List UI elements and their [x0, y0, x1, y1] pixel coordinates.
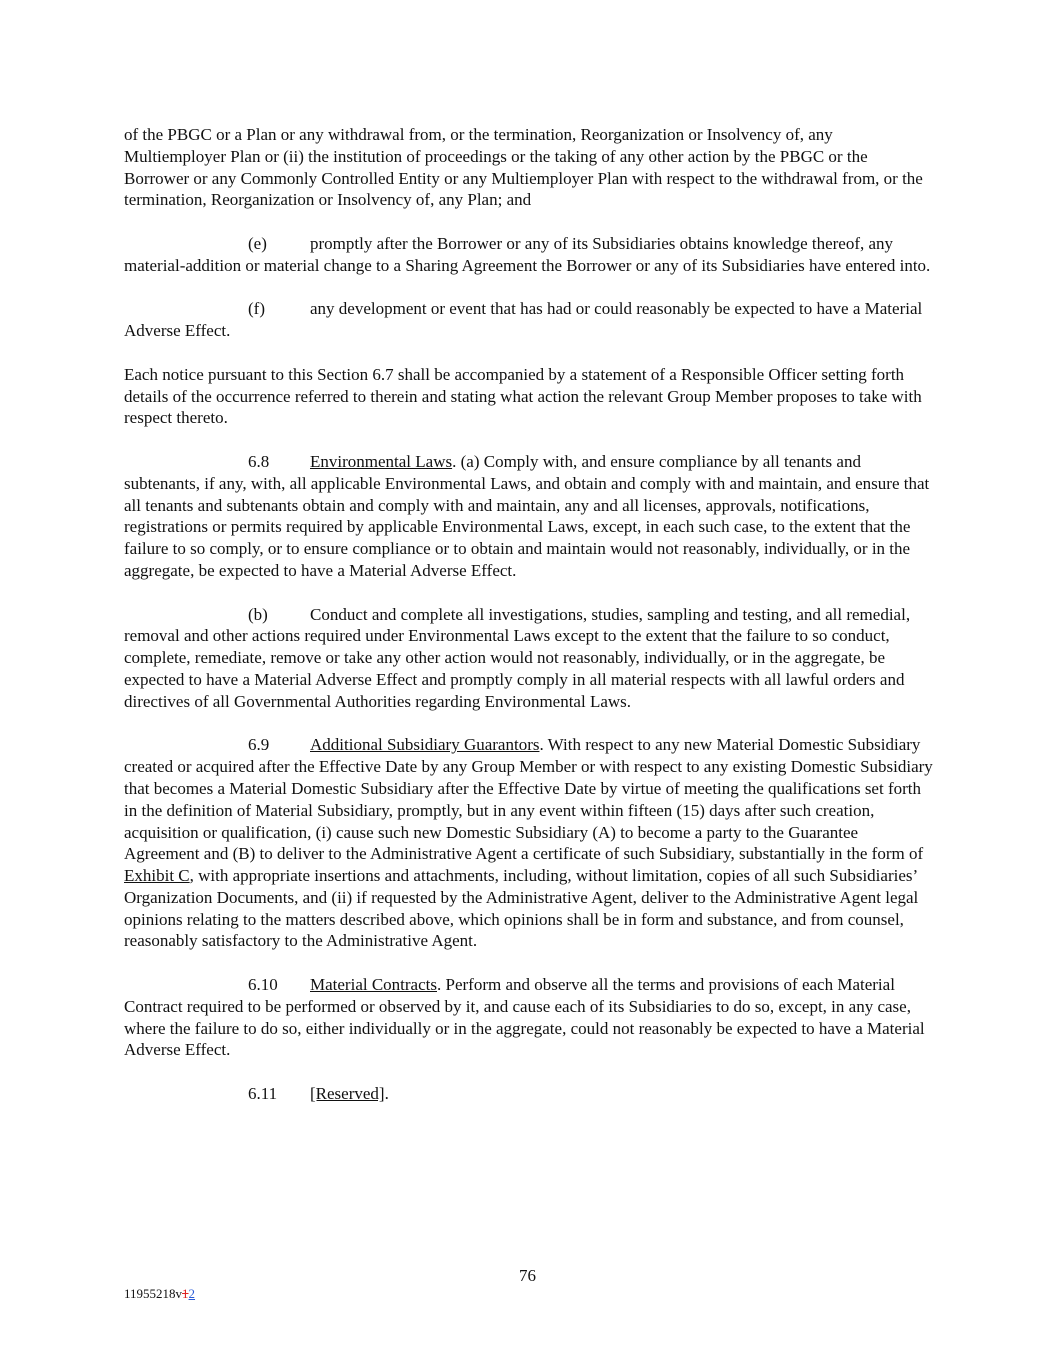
section-6-10-title: Material Contracts — [310, 975, 437, 995]
section-6-8-title: Environmental Laws — [310, 451, 453, 471]
section-6-11-number: 6.11 — [248, 1084, 278, 1104]
document-id — [124, 1286, 195, 1302]
section-6-8 — [124, 451, 934, 582]
section-6-11-text: . — [384, 1084, 389, 1104]
paragraph-pbgc: of the PBGC or a Plan or any withdrawal from, or the termination, Reorganization or Insolvency of, any Multiemployer Plan or (ii) the institution of proceedings or the taking of any other action by the PBGC or the Borrower or any Commonly Controlled Entity or any Multiemployer Plan with respect to the withdrawal from, or the termination, Reorganization or Insolvency of, any Plan; and — [124, 125, 923, 210]
section-6-10 — [124, 974, 934, 1061]
section-6-8-text: . (a) Comply with, and ensure compliance by all tenants and subtenants, if any, with, all applicable Environmental Laws, and obtain and comply with and maintain, and ensure that all tenants and subtenants obtain and comply with and maintain, any and all licenses, approvals, notifications, registrations or permits required by applicable Environmental Laws, except, in each such case, to the extent that the failure to so comply, or to ensure compliance or to obtain and maintain would not reasonably, individually, or in the aggregate, be expected to have a Material Adverse Effect. — [124, 451, 930, 580]
document-id-inserted: 2 — [188, 1286, 196, 1301]
document-id-base: 11955218v — [124, 1286, 183, 1301]
paragraph-f — [124, 298, 934, 342]
clause-f-number: (f) — [248, 299, 265, 319]
section-6-11 — [124, 1083, 934, 1105]
section-6-10-text: . Perform and observe all the terms and provisions of each Material Contract required to be performed or observed by it, and cause each of its Subsidiaries to do so, except, in any case, where the failure to do so, either individually or in the aggregate, could not reasonably be expected to have a Material Adverse Effect. — [124, 975, 925, 1060]
document-id-deleted: 1 — [182, 1286, 189, 1301]
clause-b-text: Conduct and complete all investigations, studies, sampling and testing, and all remedial, removal and other actions required under Environmental Laws except to the extent that the failure to so conduct, complete, remediate, remove or take any other action would not reasonably, individually, or in the aggregate, be expected to have a Material Adverse Effect and promptly comply in all material respects with all lawful orders and directives of all Governmental Authorities regarding Environmental Laws. — [124, 604, 911, 711]
page-number: 76 — [519, 1266, 536, 1285]
section-6-11-title: [Reserved] — [310, 1084, 385, 1104]
clause-b-number: (b) — [248, 604, 268, 624]
exhibit-c-reference: Exhibit C — [124, 866, 190, 886]
clause-f-text: any development or event that has had or could reasonably be expected to have a Material Adverse Effect. — [124, 299, 923, 341]
document-body — [124, 124, 934, 1127]
clause-e-text: promptly after the Borrower or any of its Subsidiaries obtains knowledge thereof, any material-addition or material change to a Sharing Agreement the Borrower or any of its Subsidiaries have entered into. — [124, 233, 931, 275]
section-6-9-text-2: , with appropriate insertions and attachments, including, without limitation, copies of all such Subsidiaries’ Organization Documents, and (ii) if requested by the Administrative Agent, deliver to the Administrative Agent legal opinions relating to the matters described above, which opinions shall be in form and substance, and from counsel, reasonably satisfactory to the Administrative Agent. — [124, 866, 919, 951]
section-6-8-number: 6.8 — [248, 451, 270, 471]
section-6-9 — [124, 734, 934, 952]
paragraph-notice: Each notice pursuant to this Section 6.7 shall be accompanied by a statement of a Responsible Officer setting forth details of the occurrence referred to therein and stating what action the relevant Group Member proposes to take with respect thereto. — [124, 364, 922, 428]
clause-e-number: (e) — [248, 233, 267, 253]
section-6-10-number: 6.10 — [248, 975, 278, 995]
paragraph-e — [124, 233, 934, 277]
section-6-9-number: 6.9 — [248, 735, 270, 755]
section-6-9-text-1: . With respect to any new Material Domestic Subsidiary created or acquired after the Effective Date by any Group Member or with respect to any existing Domestic Subsidiary that becomes a Material Domestic Subsidiary after the Effective Date by virtue of meeting the qualifications set forth in the definition of Material Subsidiary, promptly, but in any event within fifteen (15) days after such creation, acquisition or qualification, (i) cause such new Domestic Subsidiary (A) to become a party to the Guarantee Agreement and (B) to deliver to the Administrative Agent a certificate of such Subsidiary, substantially in the form of — [124, 735, 933, 864]
section-6-9-title: Additional Subsidiary Guarantors — [310, 735, 540, 755]
paragraph-b — [124, 604, 934, 713]
